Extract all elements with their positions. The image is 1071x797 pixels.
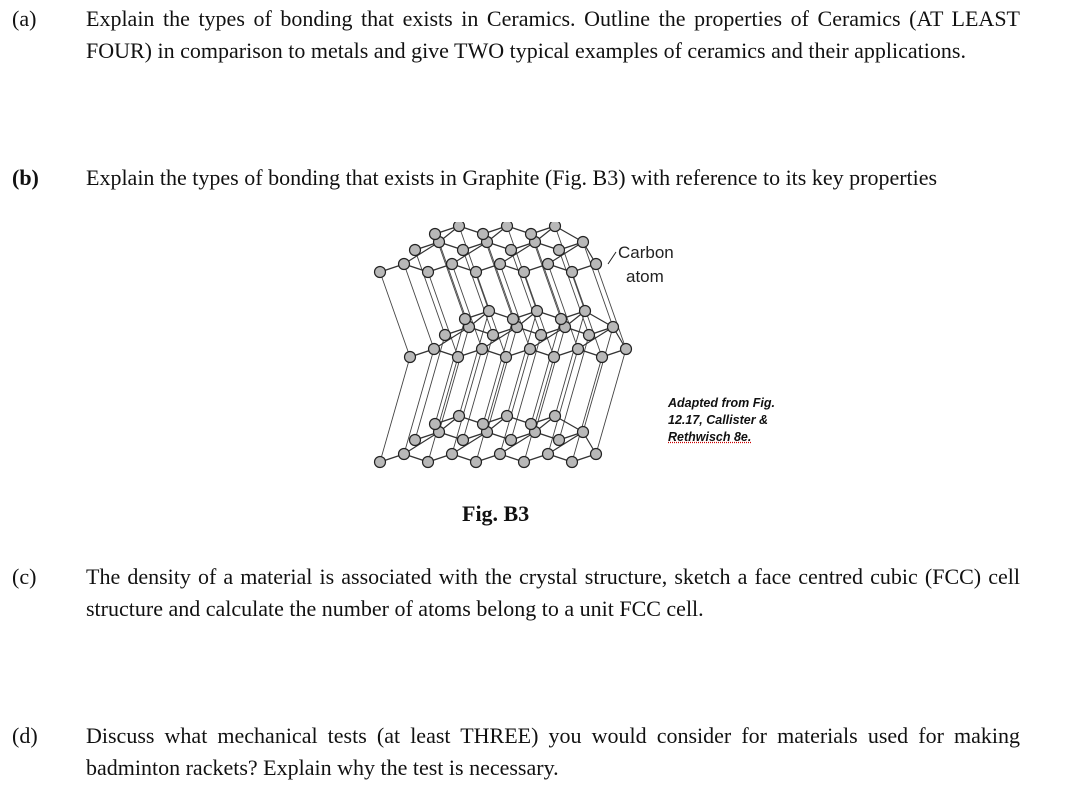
figure-caption: Fig. B3 <box>462 501 530 526</box>
interlayer-bond <box>596 264 626 349</box>
covalent-bond <box>404 242 439 264</box>
carbon-atom <box>578 237 589 248</box>
carbon-atom <box>519 457 530 468</box>
interlayer-bond <box>380 272 410 357</box>
interlayer-bond <box>380 357 410 462</box>
carbon-atom <box>591 449 602 460</box>
carbon-atom <box>501 352 512 363</box>
carbon-atom <box>375 267 386 278</box>
carbon-atom <box>484 306 495 317</box>
carbon-atom <box>519 267 530 278</box>
interlayer-bond <box>476 357 506 462</box>
question-c-text: The density of a material is associated with the crystal structure, sketch a face centred cubic (FCC) cell structure and calculate the number of atoms belong to a unit FCC cell. <box>86 564 1020 621</box>
carbon-atom <box>458 245 469 256</box>
carbon-atom <box>621 344 632 355</box>
carbon-atom <box>584 330 595 341</box>
carbon-atom <box>550 411 561 422</box>
carbon-atom <box>550 222 561 232</box>
carbon-atom <box>399 259 410 270</box>
question-b-text: Explain the types of bonding that exists in Graphite (Fig. B3) with reference to its key properties <box>86 165 938 190</box>
carbon-atom <box>506 435 517 446</box>
carbon-atom <box>508 314 519 325</box>
carbon-atom <box>471 267 482 278</box>
carbon-atom <box>526 419 537 430</box>
covalent-bond <box>500 242 535 264</box>
carbon-atom <box>454 222 465 232</box>
question-a-text: Explain the types of bonding that exists in Ceramics. Outline the properties of Ceramics (AT LEAST FOUR) in comparison to metals and give TWO typical examples of ceramics and their applications. <box>86 6 1020 63</box>
carbon-atom <box>410 435 421 446</box>
carbon-atom <box>453 352 464 363</box>
carbon-atom <box>447 259 458 270</box>
carbon-atom <box>429 344 440 355</box>
carbon-atom <box>549 352 560 363</box>
covalent-bond <box>548 242 583 264</box>
carbon-atom <box>454 411 465 422</box>
carbon-atom <box>471 457 482 468</box>
carbon-atom <box>460 314 471 325</box>
carbon-atom <box>536 330 547 341</box>
carbon-atom <box>608 322 619 333</box>
carbon-atom <box>502 411 513 422</box>
carbon-atom-pointer <box>608 252 616 264</box>
carbon-atom <box>567 267 578 278</box>
carbon-atom <box>495 449 506 460</box>
carbon-atom <box>478 419 489 430</box>
carbon-atom <box>430 419 441 430</box>
carbon-atom <box>591 259 602 270</box>
carbon-atom <box>567 457 578 468</box>
question-a-label: (a) <box>12 6 37 31</box>
carbon-atom <box>477 344 488 355</box>
carbon-atom <box>554 435 565 446</box>
question-d-text: Discuss what mechanical tests (at least THREE) you would consider for materials used for making badminton rackets? Explain why the test is necessary. <box>86 723 1020 780</box>
carbon-atom <box>478 229 489 240</box>
carbon-label: Carbon <box>618 243 674 262</box>
carbon-atom <box>543 259 554 270</box>
carbon-atom <box>532 306 543 317</box>
figure-credit-line-1: Adapted from Fig. <box>668 396 775 410</box>
interlayer-bond <box>524 357 554 462</box>
carbon-atom <box>423 457 434 468</box>
carbon-atom <box>502 222 513 232</box>
carbon-atom <box>405 352 416 363</box>
interlayer-bond <box>428 357 458 462</box>
carbon-atom <box>423 267 434 278</box>
carbon-atom <box>578 427 589 438</box>
carbon-atom <box>399 449 410 460</box>
carbon-atom <box>447 449 458 460</box>
carbon-atom <box>556 314 567 325</box>
question-b-label: (b) <box>12 165 39 190</box>
question-c-label: (c) <box>12 564 37 589</box>
carbon-atom <box>526 229 537 240</box>
covalent-bond <box>452 242 487 264</box>
carbon-atom <box>375 457 386 468</box>
carbon-atom <box>597 352 608 363</box>
question-d-label: (d) <box>12 723 38 748</box>
carbon-atom <box>525 344 536 355</box>
interlayer-bond <box>596 349 626 454</box>
interlayer-bond <box>572 357 602 462</box>
carbon-atom <box>506 245 517 256</box>
carbon-atom <box>495 259 506 270</box>
carbon-atom <box>488 330 499 341</box>
interlayer-bond <box>415 250 445 335</box>
carbon-atom <box>410 245 421 256</box>
carbon-atom <box>554 245 565 256</box>
figure-credit-line-2: 12.17, Callister & <box>668 413 769 427</box>
atom-label: atom <box>626 267 664 286</box>
carbon-atom <box>580 306 591 317</box>
carbon-atom <box>543 449 554 460</box>
carbon-atom <box>458 435 469 446</box>
carbon-atom <box>440 330 451 341</box>
carbon-atom <box>573 344 584 355</box>
figure-credit-line-3: Rethwisch 8e. <box>668 430 752 444</box>
carbon-atom <box>430 229 441 240</box>
